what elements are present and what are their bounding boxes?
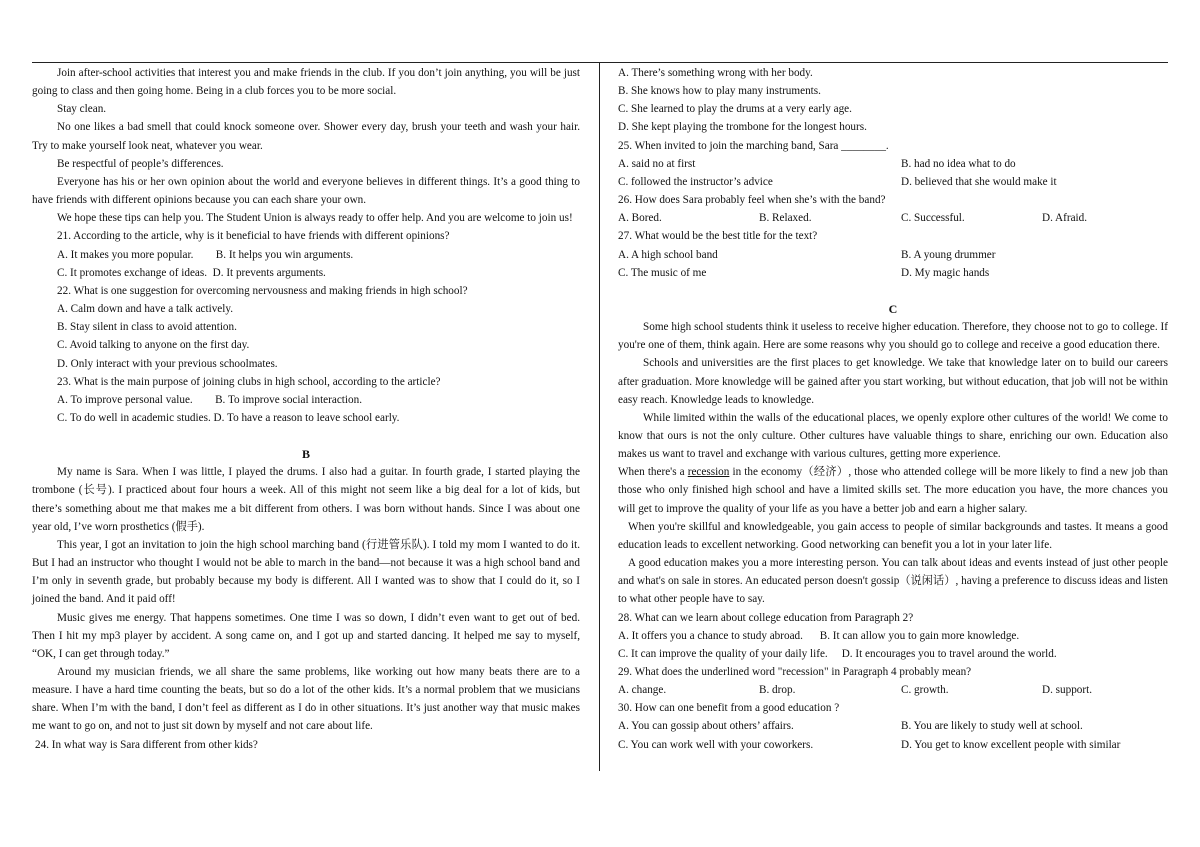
- option: C. It can improve the quality of your daily life.: [618, 647, 828, 660]
- option: A. It offers you a chance to study abroad.: [618, 629, 803, 642]
- option: A. Bored.: [618, 212, 662, 225]
- option: D. believed that she would make it: [901, 175, 1057, 188]
- option: D. support.: [1042, 684, 1093, 697]
- options-28-cd: [618, 645, 1168, 663]
- options-27: [618, 246, 1168, 282]
- spacer: [618, 282, 1168, 300]
- question-21: 21. According to the article, why is it beneficial to have friends with different opinions?: [57, 230, 450, 243]
- option: A. To improve personal value.: [57, 393, 193, 406]
- tip-heading: Stay clean.: [57, 103, 107, 116]
- question-26: 26. How does Sara probably feel when she’s with the band?: [618, 194, 886, 207]
- option: A. said no at first: [618, 157, 696, 170]
- underlined-word: recession: [687, 466, 730, 479]
- option: B. You are likely to study well at school.: [901, 720, 1083, 733]
- question-29: 29. What does the underlined word "recession" in Paragraph 4 probably mean?: [618, 666, 972, 678]
- section-b-heading: B: [301, 447, 310, 462]
- option: A. It makes you more popular.: [57, 248, 194, 261]
- option: D. It encourages you to travel around the world.: [841, 647, 1057, 660]
- options-25: [618, 155, 1168, 191]
- text: When there's a: [618, 466, 688, 479]
- column-divider: [599, 63, 600, 771]
- option: B. A young drummer: [901, 248, 996, 261]
- option: C. The music of me: [618, 266, 707, 279]
- option: D. She kept playing the trombone for the longest hours.: [618, 121, 867, 134]
- option: C. followed the instructor’s advice: [618, 175, 773, 188]
- option: D. My magic hands: [901, 266, 990, 279]
- question-24: 24. In what way is Sara different from other kids?: [35, 738, 258, 751]
- option: B. It can allow you to gain more knowledge.: [819, 629, 1020, 642]
- paragraph: Some high school students think it useless to receive higher education. Therefore, they choose not to go to college. If you're one of them, think again. Here are some reasons why you should go to college and receive a good education there.: [618, 321, 1168, 352]
- options-23-ab: [32, 391, 580, 409]
- options-29: [618, 681, 1168, 699]
- paragraph: Join after-school activities that interest you and make friends in the club. If you don’t join anything, you will be just going to class and then going home. Being in a club forces you to be more social.: [32, 67, 580, 98]
- paragraph: When you're skillful and knowledgeable, you gain access to people of similar backgrounds and tastes. It means a good education leads to excellent networking. Good networking can benefit you a lot in your later life.: [618, 520, 1168, 551]
- options-30: [618, 717, 1168, 753]
- tip-heading: Be respectful of people’s differences.: [57, 157, 224, 170]
- option: A. change.: [618, 684, 667, 697]
- paragraph: Around my musician friends, we all share the same problems, like working out how many beats there are to a measure. I have a hard time counting the beats, but so do a lot of the other kids. It’s a normal problem that we musicians share. When I’m with the band, I don’t feel as different as I do in other situations. It’s just another way that music makes me want to go on, and not to just sit down by myself and not care about life.: [32, 666, 580, 733]
- paragraph: [618, 463, 1168, 517]
- paragraph: No one likes a bad smell that could knock someone over. Shower every day, brush your teeth and wash your hair. Try to make yourself look neat, whatever you wear.: [32, 121, 580, 152]
- option: A. A high school band: [618, 248, 718, 261]
- options-21-cd: [32, 264, 580, 282]
- option: C. She learned to play the drums at a very early age.: [618, 103, 852, 116]
- paragraph: Everyone has his or her own opinion about the world and everyone believes in different things. It’s a good thing to have friends with different opinions because you can each share your own.: [32, 175, 580, 207]
- option: D. It prevents arguments.: [212, 266, 326, 279]
- option: C. Successful.: [901, 212, 965, 225]
- paragraph: Music gives me energy. That happens sometimes. One time I was so down, I didn’t even want to get out of bed. Then I hit my mp3 player by accident. A song came on, and I got up and started dancing. It helped me say to myself, “OK, I can get through today.”: [32, 611, 580, 660]
- question-22: 22. What is one suggestion for overcoming nervousness and making friends in high school?: [57, 284, 468, 297]
- option: B. Stay silent in class to avoid attention.: [57, 321, 237, 334]
- option: A. There’s something wrong with her body.: [618, 67, 813, 79]
- paragraph: We hope these tips can help you. The Student Union is always ready to offer help. And you are welcome to join us!: [57, 212, 573, 225]
- paragraph: A good education makes you a more interesting person. You can talk about ideas and events instead of just other people and what's on sale in stores. An educated person doesn't gossip（说闲话）, having a preference to discuss ideas and listen to what other people have to say.: [618, 557, 1168, 606]
- option: D. Afraid.: [1042, 212, 1088, 225]
- question-23: 23. What is the main purpose of joining clubs in high school, according to the article?: [57, 375, 441, 388]
- option: C. It promotes exchange of ideas.: [57, 266, 208, 279]
- paragraph: This year, I got an invitation to join the high school marching band (行进管乐队). I told my mom I wanted to do it. But I had an instructor who thought I would not be able to march in the band—not because it was a high school band and I’m only in seventh grade, but probably because my body is different. All I wanted was to show that I could do it, so I joined the band. And it paid off!: [32, 538, 580, 606]
- spacer: [32, 427, 580, 445]
- question-27: 27. What would be the best title for the text?: [618, 230, 818, 243]
- option: B. had no idea what to do: [901, 157, 1016, 170]
- options-26: [618, 209, 1168, 227]
- text: in the economy（经济）, those who attended college will be more likely to find a new job than those who only finished high school and have a limited skills set. The more education you have, the more chances you will get to improve the quality of your life as you have a better job and earn a higher salary.: [618, 466, 1169, 515]
- option: C. You can work well with your coworkers.: [618, 738, 814, 751]
- option: D. Only interact with your previous schoolmates.: [57, 357, 278, 370]
- question-28: 28. What can we learn about college education from Paragraph 2?: [618, 611, 914, 624]
- option: A. You can gossip about others’ affairs.: [618, 720, 794, 733]
- option: B. She knows how to play many instruments.: [618, 85, 821, 98]
- paragraph: Schools and universities are the first places to get knowledge. We take that knowledge later on to build our careers after graduation. More knowledge will be gained after you start working, but without education, that job will not be within easy reach. Knowledge leads to knowledge.: [618, 357, 1168, 406]
- section-c-heading: C: [888, 301, 898, 316]
- options-21-ab: [32, 246, 580, 264]
- option: B. drop.: [759, 684, 796, 697]
- option: C. Avoid talking to anyone on the first day.: [57, 339, 250, 352]
- paragraph: While limited within the walls of the educational places, we openly explore other cultures of the world! We come to know that ours is not the only culture. Other cultures have valuable things to share, enriching our own. Education also makes us want to travel and exchange with various cultures, getting more experience.: [618, 411, 1168, 461]
- option: B. It helps you win arguments.: [215, 248, 354, 261]
- options-23-cd: [32, 409, 580, 427]
- paragraph: My name is Sara. When I was little, I played the drums. I also had a guitar. In fourth grade, I started playing the trombone (长号). I practiced about four hours a week. All of this might not seem like a big deal for a lot of kids, but there’s something about me that makes me a bit different from others. I was born without hands. Since I was about one year old, I’ve worn prosthetics (假手).: [32, 466, 580, 533]
- option: B. Relaxed.: [759, 212, 812, 225]
- option: D. To have a reason to leave school early.: [213, 411, 400, 424]
- left-column: [32, 64, 580, 754]
- option: C. growth.: [901, 684, 949, 697]
- question-25: 25. When invited to join the marching band, Sara ________.: [618, 139, 889, 152]
- option: B. To improve social interaction.: [215, 393, 362, 406]
- option: D. You get to know excellent people with similar: [901, 738, 1121, 751]
- top-rule: [32, 62, 1168, 63]
- right-column: [618, 64, 1168, 754]
- option: C. To do well in academic studies.: [57, 411, 211, 424]
- question-30: 30. How can one benefit from a good education ?: [618, 702, 840, 715]
- options-28-ab: [618, 627, 1168, 645]
- option: A. Calm down and have a talk actively.: [57, 303, 234, 316]
